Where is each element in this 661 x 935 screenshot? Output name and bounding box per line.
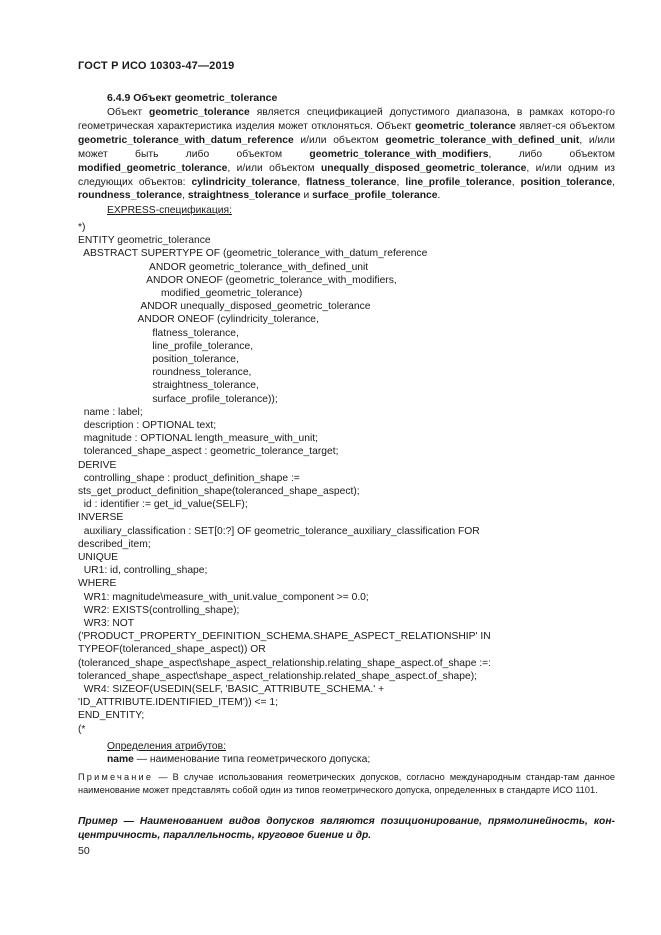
- entity-name: geometric_tolerance: [149, 107, 250, 118]
- code-line: ANDOR unequally_disposed_geometric_tolerance: [78, 301, 371, 313]
- code-line: ANDOR geometric_tolerance_with_defined_unit: [78, 261, 369, 273]
- code-line: ENTITY geometric_tolerance: [78, 235, 211, 247]
- code-line: (toleranced_shape_aspect\shape_aspect_relationship.relating_shape_aspect.of_shape :=:: [78, 657, 492, 669]
- code-line: ANDOR ONEOF (cylindricity_tolerance,: [78, 314, 319, 326]
- code-line: WR4: SIZEOF(USEDIN(SELF, 'BASIC_ATTRIBUTE_SCHEMA.' +: [78, 684, 385, 695]
- code-line: described_item;: [78, 538, 151, 550]
- code-line: magnitude : OPTIONAL length_measure_with_unit;: [78, 433, 319, 445]
- intro-text: и: [300, 190, 313, 202]
- note-text: — В случае использования геометрических допусков, согласно международным стандар-там данное наименование может представлять собой один из типов геометрического допуска, определенных в стандарте ИСО 1101.: [78, 772, 615, 795]
- code-line: line_profile_tolerance,: [78, 340, 254, 352]
- entity-name: flatness_tolerance: [306, 176, 397, 188]
- entity-name: geometric_tolerance_with_defined_unit: [385, 134, 580, 146]
- intro-text: ,: [511, 176, 521, 188]
- intro-text: ,: [182, 190, 188, 202]
- attribute-name-definition: [107, 754, 370, 765]
- intro-text: , либо объектом: [488, 148, 615, 160]
- page-number: 50: [78, 845, 90, 857]
- attributes-title: Определения атрибутов:: [107, 741, 226, 752]
- code-line: surface_profile_tolerance));: [78, 393, 278, 405]
- intro-text: является спецификацией допустимого диапазона, в рамках которо-го геометрическая характеристика изделия может отклоняться. Объект: [78, 107, 615, 132]
- code-line: sts_get_product_definition_shape(toleranced_shape_aspect);: [78, 486, 360, 497]
- section-title: 6.4.9 Объект geometric_tolerance: [107, 92, 278, 104]
- entity-name: geometric_tolerance_with_modifiers: [309, 148, 489, 160]
- entity-name: geometric_tolerance: [415, 120, 516, 132]
- entity-name: cylindricity_tolerance: [191, 176, 298, 188]
- code-line: toleranced_shape_aspect : geometric_tolerance_target;: [78, 446, 339, 458]
- code-line: WR3: NOT: [78, 618, 135, 629]
- code-line: INVERSE: [78, 512, 124, 524]
- intro-paragraph: [78, 106, 615, 203]
- intro-text: .: [437, 190, 441, 202]
- intro-text: ,: [297, 176, 307, 188]
- code-line: ('PRODUCT_PROPERTY_DEFINITION_SCHEMA.SHAPE_ASPECT_RELATIONSHIP' IN: [78, 631, 491, 643]
- intro-text: , и/или одним из следующих объектов:: [78, 162, 615, 188]
- intro-text: ,: [396, 176, 406, 188]
- entity-name: unequally_disposed_geometric_tolerance: [320, 162, 527, 174]
- code-line: roundness_tolerance,: [78, 367, 252, 379]
- document-header: ГОСТ Р ИСО 10303-47—2019: [78, 60, 235, 72]
- intro-text: , и/или объектом: [227, 162, 321, 174]
- code-line: ANDOR ONEOF (geometric_tolerance_with_modifiers,: [78, 274, 397, 286]
- code-line: id : identifier := get_id_value(SELF);: [78, 499, 248, 511]
- code-line: straightness_tolerance,: [78, 380, 259, 392]
- entity-name: line_profile_tolerance: [405, 176, 512, 188]
- attribute-description: — наименование типа геометрического допуска;: [133, 754, 371, 765]
- entity-name: geometric_tolerance_with_datum_reference: [78, 134, 294, 146]
- code-line: *): [78, 222, 86, 233]
- code-line: controlling_shape : product_definition_shape :=: [78, 472, 300, 484]
- example-text: — Наименованием видов допусков являются позиционирование, прямолинейность, кон-центричность, параллельность, круговое биение и др.: [78, 816, 615, 841]
- intro-text: Объект: [107, 107, 150, 118]
- intro-text: являет-ся объектом: [515, 120, 616, 132]
- code-line: UR1: id, controlling_shape;: [78, 565, 208, 577]
- intro-text: ,: [612, 176, 615, 188]
- code-line: TYPEOF(toleranced_shape_aspect)) OR: [78, 644, 266, 656]
- entity-name: straightness_tolerance: [187, 190, 301, 202]
- code-line: (*: [78, 723, 86, 735]
- code-line: toleranced_shape_aspect\shape_aspect_relationship.related_shape_aspect.of_shape);: [78, 670, 478, 682]
- example-label: Пример: [78, 816, 118, 827]
- code-line: UNIQUE: [78, 552, 119, 563]
- entity-name: roundness_tolerance: [78, 190, 183, 202]
- code-line: ABSTRACT SUPERTYPE OF (geometric_tolerance_with_datum_reference: [78, 248, 428, 260]
- code-line: auxiliary_classification : SET[0:?] OF geometric_tolerance_auxiliary_classification FOR: [78, 525, 480, 537]
- intro-text: и/или объектом: [293, 134, 386, 146]
- code-line: WR2: EXISTS(controlling_shape);: [78, 604, 240, 616]
- entity-name: modified_geometric_tolerance: [78, 162, 228, 174]
- note-label: Примечание: [78, 772, 154, 782]
- code-line: position_tolerance,: [78, 354, 239, 365]
- code-line: flatness_tolerance,: [78, 327, 239, 339]
- example-paragraph: [78, 815, 615, 843]
- code-line: END_ENTITY;: [78, 710, 145, 722]
- entity-name: surface_profile_tolerance: [312, 190, 438, 202]
- code-line: DERIVE: [78, 459, 117, 471]
- note-paragraph: [78, 771, 615, 796]
- attribute-term: name: [107, 754, 134, 765]
- code-line: modified_geometric_tolerance): [78, 288, 303, 299]
- code-line: WR1: magnitude\measure_with_unit.value_component >= 0.0;: [78, 591, 369, 603]
- code-line: description : OPTIONAL text;: [78, 420, 217, 431]
- code-line: name : label;: [78, 406, 143, 418]
- code-line: 'ID_ATTRIBUTE.IDENTIFIED_ITEM')) <= 1;: [78, 697, 278, 709]
- code-line: WHERE: [78, 578, 117, 590]
- entity-name: position_tolerance: [520, 176, 613, 188]
- express-spec-label: EXPRESS-спецификация:: [107, 205, 232, 216]
- intro-text: , и/или может быть либо объектом: [78, 134, 615, 160]
